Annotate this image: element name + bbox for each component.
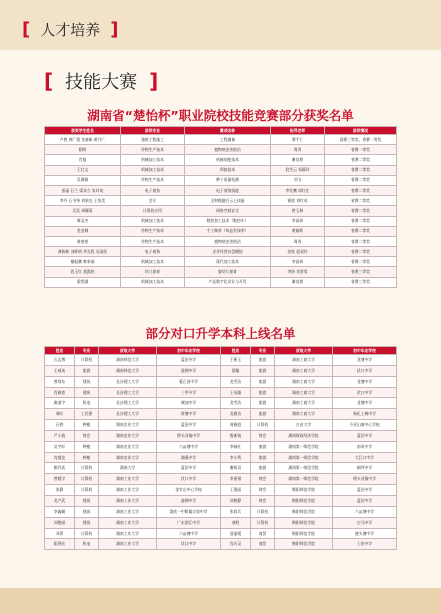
table-cell: 菱石田中学 (157, 376, 221, 387)
table-cell: 蓝田中学 (157, 420, 221, 431)
table-row (45, 155, 397, 165)
table-row (45, 528, 397, 539)
table-cell: 建筑 (75, 387, 99, 398)
table-cell: 王彬玉 (221, 355, 251, 366)
table-cell: 电子商务技能 (185, 185, 271, 195)
table-cell: 桥头河镇中学 (157, 430, 221, 441)
table-cell: 崔波 刘红英 (271, 196, 325, 206)
table-cell: 湖南工业大学 (99, 539, 157, 550)
table-cell: 涟钢中学 (157, 365, 221, 376)
table-cell: 城加中学 (157, 398, 221, 409)
table-cell: 龚胜 (221, 517, 251, 528)
table-cell: 商贸 (251, 528, 275, 539)
table-cell: 邓菁 (45, 528, 75, 539)
table-row (45, 135, 397, 145)
table-cell: 建筑 (75, 495, 99, 506)
table-row (45, 226, 397, 236)
table-cell: 殷新锐 (221, 430, 251, 441)
column-header: 获奖学生姓名 (45, 127, 121, 135)
table-cell: 作物生产技术 (121, 226, 185, 236)
table-row (45, 463, 397, 474)
table-cell: 龙雪洁 (221, 398, 251, 409)
table-cell: 李杨红 (221, 441, 251, 452)
table-cell: 长沙理工大学 (99, 387, 157, 398)
table-cell: 谭灵杰 (45, 216, 121, 226)
table-cell: 焊接技术 (185, 165, 271, 175)
table-cell: 聂丽媛 (221, 528, 251, 539)
table-cell: 蓝田中学 (157, 463, 221, 474)
table-row (45, 539, 397, 550)
table-cell: 工民建 (75, 409, 99, 420)
table-cell: 龙金城 (45, 226, 121, 236)
table-cell: 长沙理工大学 (99, 398, 157, 409)
table-row (45, 165, 397, 175)
table-cell: 张彩兵 (221, 506, 251, 517)
table-cell: 曾媛学 (45, 474, 75, 485)
table-cell: 植物病虫害防治 (185, 145, 271, 155)
table-cell: 吴海雅 (45, 175, 121, 185)
table-cell: 荷塘中学 (157, 409, 221, 420)
table-cell: 李小利 (221, 452, 251, 463)
table-cell: 湖南农业大学 (99, 452, 157, 463)
table-cell: 幼儿保育 (121, 267, 185, 277)
table-cell: 李高伟 (271, 257, 325, 267)
table-cell: 王奥丽 (221, 485, 251, 496)
table-cell: 龙塘中学 (333, 355, 397, 366)
table-cell: 湖南工业大学 (99, 474, 157, 485)
table-cell: 周雅庭 (221, 420, 251, 431)
table-row (45, 267, 397, 277)
table-cell: 段雪云 邹静玲 (271, 165, 325, 175)
table-row (45, 387, 397, 398)
table-cell: 伏口中学 (333, 387, 397, 398)
table-cell: 刘飞 (271, 175, 325, 185)
table-cell: 柳乔武 (45, 463, 75, 474)
table-cell: 建筑 (75, 506, 99, 517)
table-cell: 白马中学 (333, 517, 397, 528)
table-cell: 李嘉祺 (221, 474, 251, 485)
table-cell: 大江口中学 (333, 452, 397, 463)
table-cell: 周秀 (271, 236, 325, 246)
table-row (45, 430, 397, 441)
table-cell: 婴幼儿保育 (185, 267, 271, 277)
table-cell: 湖南工业大学 (99, 517, 157, 528)
table-cell: 手工制茶（每盒有绿茶） (185, 226, 271, 236)
table-cell: 产品数字化设计与开发 (185, 277, 271, 287)
table-row (45, 474, 397, 485)
column-header: 获取大学 (275, 347, 333, 355)
table-cell: 旅游 (251, 387, 275, 398)
admissions-table (44, 346, 397, 550)
table-cell: 龙雅洁 (221, 409, 251, 420)
table-cell: 湖南工业大学 (99, 485, 157, 496)
table-cell: 计算机 (75, 485, 99, 496)
table-row (45, 185, 397, 195)
table-cell: 李发鹏 周红庄 (271, 185, 325, 195)
table-cell: 谢良朋 (271, 155, 325, 165)
table-cell: 刘艳丽 (45, 517, 75, 528)
table-cell: 电子商务 (121, 247, 185, 257)
table-cell: 卢艳 龚广强 龙参新 黄丹广 (45, 135, 121, 145)
table-cell: 蓝田中学 (333, 495, 397, 506)
admissions-table-body (45, 355, 397, 550)
table-cell: 商贸 (251, 539, 275, 550)
table-cell: 省赛二等奖 (325, 226, 397, 236)
table-cell: 作物生产技术 (121, 175, 185, 185)
table-cell: 湖南师范大学 (99, 355, 157, 366)
table-cell: 谢良朋 (271, 277, 325, 287)
table-cell: 省赛二等奖 (325, 236, 397, 246)
table-cell: 龙雪洁 (221, 376, 251, 387)
table-cell: 衡阳师范学院 (275, 539, 333, 550)
section-header (44, 70, 158, 92)
table-cell: 蓝田中学 (333, 485, 397, 496)
column-header: 姓名 (45, 347, 75, 355)
table-cell: 省赛二等奖 (325, 196, 397, 206)
table-cell: 全财税融合云上技能 (185, 196, 271, 206)
column-header: 姓名 (221, 347, 251, 355)
table-cell: 省赛二等奖 (325, 257, 397, 267)
header-bracket-left: [ (22, 18, 31, 40)
table-cell: 机械装配技术 (185, 155, 271, 165)
table-cell: 湖南农业大学 (99, 420, 157, 431)
table-cell: 作物生产技术 (121, 145, 185, 155)
table-cell: 工程测量 (185, 135, 271, 145)
table-cell: 旅游 (75, 365, 99, 376)
table-cell: 省赛三等奖 (325, 267, 397, 277)
admissions-table-header (45, 347, 397, 355)
table-cell: 种植 (75, 441, 99, 452)
table-cell: 财会 (251, 485, 275, 496)
table-cell: 长沙理工大学 (99, 409, 157, 420)
table-cell: 广东滨江中学 (157, 517, 221, 528)
table-cell: 严小燕 (45, 430, 75, 441)
column-header: 指导老师 (271, 127, 325, 135)
table-cell: 湖南第一师范学院 (275, 441, 333, 452)
table-cell: 财会 (251, 430, 275, 441)
table-cell: 阳瑶宏 (45, 539, 75, 550)
table-cell: 省赛二等奖 (325, 247, 397, 257)
column-header: 初中毕业学校 (157, 347, 221, 355)
table-cell: 伏口中学 (157, 539, 221, 550)
table-cell: 蓝田中学 (157, 355, 221, 366)
table-cell: 六亩塘中学 (333, 506, 397, 517)
table-cell: 数控加工技术（数控车） (185, 216, 271, 226)
table-row (45, 196, 397, 206)
table-row (45, 485, 397, 496)
table-cell: 机电 (75, 539, 99, 550)
section-title: 技能大赛 (65, 72, 138, 93)
table-cell: 湖南工商大学 (275, 398, 333, 409)
table-cell: 财会 (251, 495, 275, 506)
table-cell: 旅游 (251, 441, 275, 452)
table-cell: 王威英 (45, 365, 75, 376)
table-cell: 旅游 (251, 398, 275, 409)
table-cell: 吴宇轩 (45, 441, 75, 452)
table-cell: 衡阳师范学院 (275, 528, 333, 539)
table-cell: 曾玉林 (271, 206, 325, 216)
column-header: 专业 (75, 347, 99, 355)
table-cell: 省赛二等奖 (325, 216, 397, 226)
table-cell: 机械加工技术 (121, 216, 185, 226)
table-cell: 湖南第一师范学院 (275, 474, 333, 485)
table-row (45, 495, 397, 506)
table-cell: 李丹 石书琴 刘果佳 王协美 (45, 196, 121, 206)
table-cell: 旅游 (251, 409, 275, 420)
section-bracket-left: [ (44, 69, 54, 93)
table-row (45, 506, 397, 517)
table-cell: 种植 (75, 452, 99, 463)
table-cell: 涟钢中学 (157, 495, 221, 506)
column-header: 赛项名称 (185, 127, 271, 135)
table-cell: 伏口中学 (157, 474, 221, 485)
table-cell: 龙塘中学 (333, 398, 397, 409)
table-cell: 网络空间安全 (185, 206, 271, 216)
table-cell: 六亩塘中学 (157, 528, 221, 539)
table-row (45, 206, 397, 216)
admissions-headline: 部分对口升学本科上线名单 (145, 326, 296, 341)
table-row (45, 441, 397, 452)
table-row (45, 247, 397, 257)
table-cell: 湖南第一师范学院 (275, 463, 333, 474)
table-cell: 机械加工技术 (121, 155, 185, 165)
table-cell: 吴晃 周耀蓉 (45, 206, 121, 216)
table-cell: 衡阳师范学院 (275, 485, 333, 496)
table-cell: 曾琼东 (45, 376, 75, 387)
table-cell: 湖南工商大学 (275, 376, 333, 387)
awards-table (44, 126, 397, 288)
table-cell: 会计 (121, 196, 185, 206)
table-cell: 机械加工技术 (121, 257, 185, 267)
table-cell: 龚栋栋 刘辉明 李丞程 吴雨欣 (45, 247, 121, 257)
table-cell: 种植 (75, 420, 99, 431)
table-cell: 计算机 (75, 355, 99, 366)
table-cell: 周旺 (45, 409, 75, 420)
table-cell: 植物病虫害防治 (185, 236, 271, 246)
table-cell: 梁璇 (221, 365, 251, 376)
table-cell: 衡阳师范学院 (275, 517, 333, 528)
table-row (45, 365, 397, 376)
table-cell: 石志博 (45, 355, 75, 366)
page-title: 人才培养 (40, 20, 101, 39)
table-cell: 廖逍宇 (45, 398, 75, 409)
table-cell: 桐坪中学 (333, 463, 397, 474)
awards-table-body (45, 135, 397, 288)
table-cell: 计算机 (75, 474, 99, 485)
table-cell: 机电 (75, 398, 99, 409)
table-cell: 蓝田中学 (333, 430, 397, 441)
table-cell: 三甲中学 (157, 387, 221, 398)
table-cell: 湖南大学 (99, 463, 157, 474)
table-cell: 旅游 (251, 463, 275, 474)
table-cell: 省赛二等奖 (325, 206, 397, 216)
table-cell: 石婷 (45, 420, 75, 431)
table-cell: 旅游 (251, 376, 275, 387)
table-cell: 计算机应用 (121, 206, 185, 216)
table-cell: 湘溪中学 (157, 452, 221, 463)
table-cell: 龙塘中学 (333, 376, 397, 387)
table-cell: 肖楼龙 (45, 452, 75, 463)
table-cell: 省赛二等奖 (325, 185, 397, 195)
table-cell: 西玉红 聂露怡 (45, 267, 121, 277)
table-cell: 湖南工业大学 (99, 528, 157, 539)
table-cell: 六亩塘中学 (157, 441, 221, 452)
table-cell: 计算机 (75, 463, 99, 474)
table-cell: 种子质量检测 (185, 175, 271, 185)
table-row (45, 175, 397, 185)
table-cell: 计算机 (251, 517, 275, 528)
table-cell: 湖南工业大学 (99, 506, 157, 517)
table-cell: 财会 (75, 430, 99, 441)
table-row (45, 257, 397, 267)
table-row (45, 517, 397, 528)
table-cell: 湖南财政经济学院 (275, 430, 333, 441)
table-cell: 金竹山中心学校 (157, 485, 221, 496)
table-row (45, 277, 397, 287)
table-cell: 梁智涵 (45, 277, 121, 287)
table-row (45, 145, 397, 155)
table-row (45, 452, 397, 463)
table-row (45, 409, 397, 420)
table-cell: 省赛二等奖 (325, 165, 397, 175)
table-cell: 新化上梅中学 (333, 409, 397, 420)
column-header: 初中毕业学校 (333, 347, 397, 355)
table-cell: 长沙理工大学 (99, 376, 157, 387)
table-cell: 省赛二等奖 (325, 155, 397, 165)
table-cell: 南风中学 (333, 441, 397, 452)
table-cell: 伏口中学 (333, 365, 397, 376)
table-cell: 建筑 (75, 376, 99, 387)
table-cell: 企业经营沙盘模拟 (185, 247, 271, 257)
table-cell: 张锐 赵双玲 (271, 247, 325, 257)
table-cell: 肖巧灵 (221, 539, 251, 550)
table-cell: 现代加工技术 (185, 257, 271, 267)
table-cell: 娄底一中附属实验中学 (157, 506, 221, 517)
table-cell: 省赛一等奖 (325, 145, 397, 155)
awards-headline: 湖南省“楚怡杯”职业院校技能竞赛部分获奖名单 (87, 108, 354, 123)
table-cell: 湖南第一师范学院 (275, 452, 333, 463)
table-cell: 旅游 (251, 452, 275, 463)
table-cell: 阳明 (45, 145, 121, 155)
table-cell: 吉首大学 (275, 420, 333, 431)
table-row (45, 376, 397, 387)
awards-table-header (45, 127, 397, 135)
table-cell: 湖南工商大学 (275, 409, 333, 420)
table-cell: 湖南工业大学 (99, 495, 157, 506)
table-cell: 机械加工技术 (121, 165, 185, 175)
table-cell: 建筑工程施工 (121, 135, 185, 145)
table-cell: 省赛二等奖 (325, 175, 397, 185)
table-cell: 周秀 (271, 145, 325, 155)
table-cell: 王壮文 (45, 165, 121, 175)
table-cell: 国赛三等奖、省赛一等奖 (325, 135, 397, 145)
table-cell: 渡头塘中学 (333, 528, 397, 539)
table-cell: 机械加工技术 (121, 277, 185, 287)
header-bracket-right: ] (110, 18, 119, 40)
column-header: 获奖情况 (325, 127, 397, 135)
table-cell: 彭晶 石兰 梁承立 朱玲英 (45, 185, 121, 195)
table-cell: 谭千仁 (271, 135, 325, 145)
table-cell: 作物生产技术 (121, 236, 185, 246)
table-cell: 建筑 (75, 517, 99, 528)
page-header (22, 18, 118, 40)
table-cell: 谢妍羽 (221, 463, 251, 474)
table-cell: 张静 (45, 485, 75, 496)
table-cell: 计算机 (75, 528, 99, 539)
table-cell: 湖南工商大学 (275, 365, 333, 376)
table-cell: 财会 (251, 474, 275, 485)
table-cell: 衡阳师范学院 (275, 495, 333, 506)
table-cell: 李高伟 (271, 216, 325, 226)
table-row (45, 216, 397, 226)
table-cell: 七星中学 (333, 539, 397, 550)
table-cell: 今亚山镇中心学校 (333, 420, 397, 431)
table-cell: 王英雄 (221, 387, 251, 398)
table-cell: 李鑫娴 (45, 506, 75, 517)
table-cell: 李妍 刘誉男 (271, 267, 325, 277)
table-cell: 湖南农业大学 (99, 441, 157, 452)
table-cell: 湖南工商大学 (275, 355, 333, 366)
table-row (45, 355, 397, 366)
table-cell: 谢振鹏 韩来福 (45, 257, 121, 267)
table-cell: 肖雅豪 (45, 387, 75, 398)
table-cell: 衡阳师范学院 (275, 506, 333, 517)
table-cell: 桥头河镇中学 (333, 474, 397, 485)
table-cell: 旅游 (251, 355, 275, 366)
table-cell: 计算机 (251, 506, 275, 517)
table-cell: 龚豪豪 (45, 236, 121, 246)
table-cell: 旅游 (251, 365, 275, 376)
table-cell: 肖旭 (45, 155, 121, 165)
table-cell: 黄娟辉 (271, 226, 325, 236)
table-cell: 省赛三等奖 (325, 277, 397, 287)
table-cell: 电子商务 (121, 185, 185, 195)
table-cell: 湖南师范大学 (99, 365, 157, 376)
table-cell: 湖南农业大学 (99, 430, 157, 441)
column-header: 获取大学 (99, 347, 157, 355)
table-cell: 计算机 (251, 420, 275, 431)
table-row (45, 420, 397, 431)
table-cell: 湖南工商大学 (275, 387, 333, 398)
table-cell: 龙产武 (45, 495, 75, 506)
table-cell: 刘艳静 (221, 495, 251, 506)
column-header: 专业 (251, 347, 275, 355)
section-bracket-right: ] (149, 69, 159, 93)
bottom-banner (0, 588, 441, 614)
table-row (45, 398, 397, 409)
table-row (45, 236, 397, 246)
column-header: 获奖专业 (121, 127, 185, 135)
